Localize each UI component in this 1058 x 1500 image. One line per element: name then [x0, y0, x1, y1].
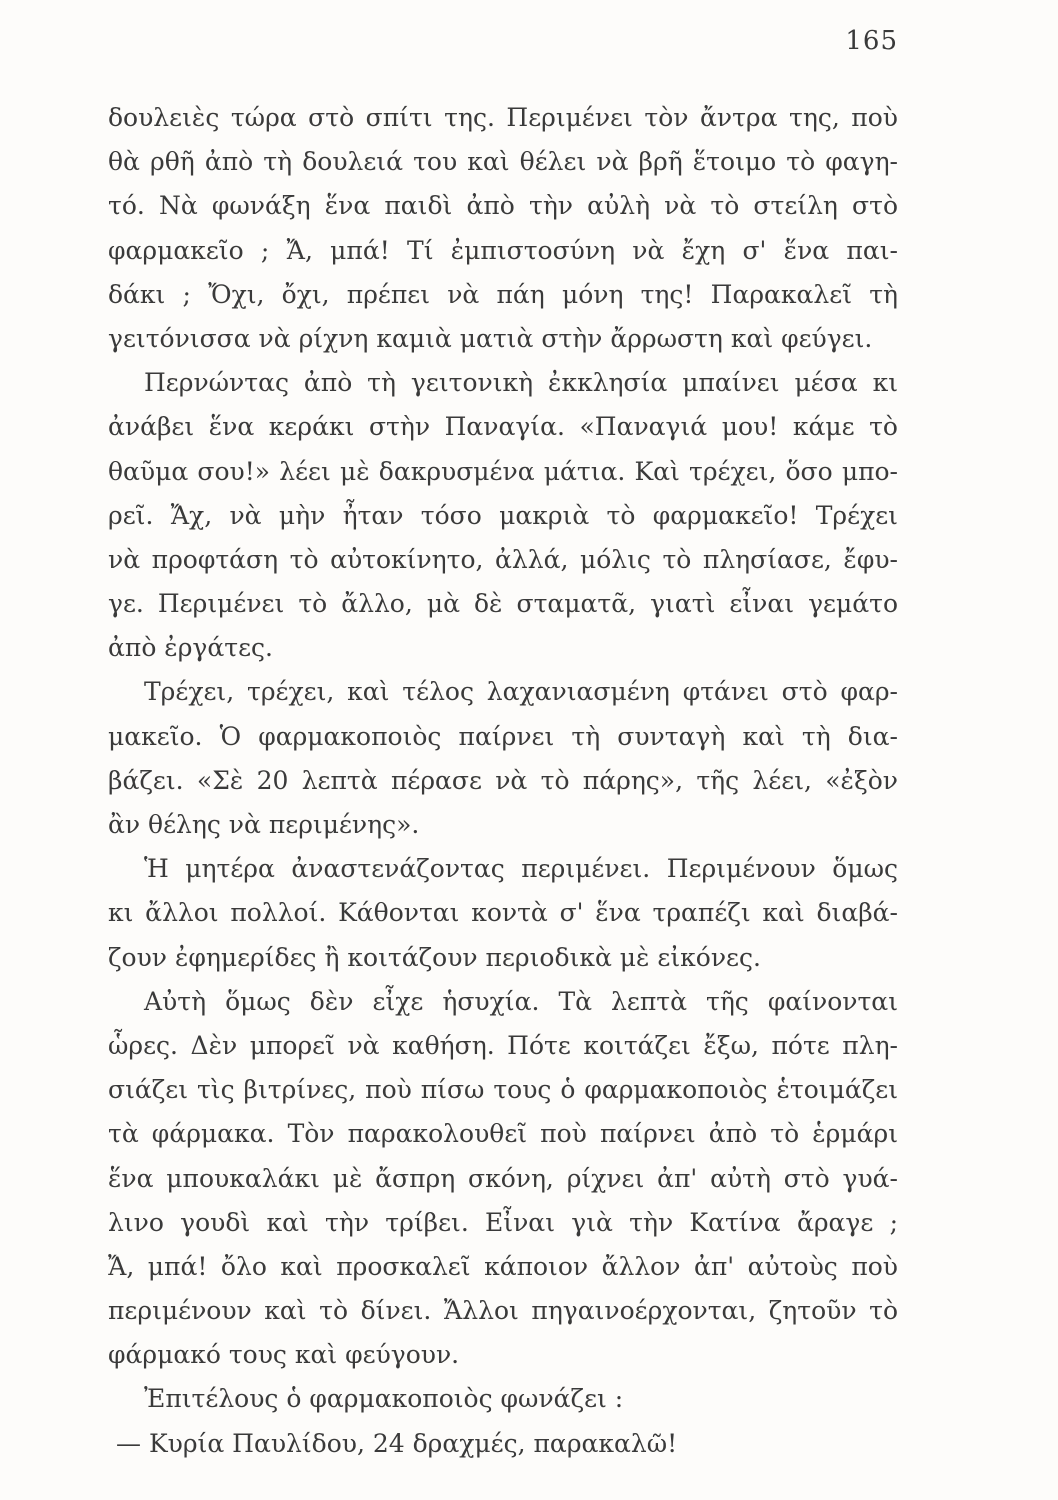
text-line: σιάζει τὶς βιτρίνες, ποὺ πίσω τους ὁ φαρμακοποιὸς ἑτοιμάζει: [108, 1075, 898, 1105]
text-line: τό. Νὰ φωνάξη ἕνα παιδὶ ἀπὸ τὴν αὐλὴ νὰ τὸ στείλη στὸ: [108, 191, 898, 221]
text-line: μακεῖο. Ὁ φαρμακοποιὸς παίρνει τὴ συνταγὴ καὶ τὴ δια-: [108, 721, 898, 751]
text-line: ἕνα μπουκαλάκι μὲ ἄσπρη σκόνη, ρίχνει ἀπ' αὐτὴ στὸ γυά-: [108, 1163, 898, 1193]
text-line: βάζει. «Σὲ 20 λεπτὰ πέρασε νὰ τὸ πάρης», τῆς λέει, «ἐξὸν: [108, 765, 898, 795]
text-line: γε. Περιμένει τὸ ἄλλο, μὰ δὲ σταματᾶ, γιατὶ εἶναι γεμάτο: [108, 589, 898, 619]
dialogue-line: — Κυρία Παυλίδου, 24 δραχμές, παρακαλῶ!: [116, 1428, 678, 1458]
paragraph-start-line: Ἡ μητέρα ἀναστενάζοντας περιμένει. Περιμένουν ὅμως: [144, 854, 898, 884]
text-line: νὰ προφτάση τὸ αὐτοκίνητο, ἀλλά, μόλις τὸ πλησίασε, ἔφυ-: [108, 544, 898, 574]
paragraph-start-line: Ἐπιτέλους ὁ φαρμακοποιὸς φωνάζει :: [144, 1384, 624, 1414]
text-line: δουλειὲς τώρα στὸ σπίτι της. Περιμένει τὸν ἄντρα της, ποὺ: [108, 103, 898, 132]
text-line: θὰ ρθῆ ἀπὸ τὴ δουλειά του καὶ θέλει νὰ βρῆ ἕτοιμο τὸ φαγη-: [108, 147, 898, 177]
text-line: λινο γουδὶ καὶ τὴν τρίβει. Εἶναι γιὰ τὴν Κατίνα ἄραγε ;: [108, 1207, 898, 1237]
paragraph-start-line: Αὐτὴ ὅμως δὲν εἶχε ἡσυχία. Τὰ λεπτὰ τῆς φαίνονται: [144, 986, 898, 1016]
text-line: Ἄ, μπά! ὄλο καὶ προσκαλεῖ κάποιον ἄλλον ἀπ' αὐτοὺς ποὺ: [108, 1251, 898, 1281]
paragraph-start-line: Τρέχει, τρέχει, καὶ τέλος λαχανιασμένη φτάνει στὸ φαρ-: [144, 677, 898, 707]
paragraph-start-line: Περνώντας ἀπὸ τὴ γειτονικὴ ἐκκλησία μπαίνει μέσα κι: [144, 368, 898, 398]
text-line: ζουν ἐφημερίδες ἢ κοιτάζουν περιοδικὰ μὲ εἰκόνες.: [108, 942, 761, 972]
text-line: ἀπὸ ἐργάτες.: [108, 633, 273, 663]
text-line: ὧρες. Δὲν μπορεῖ νὰ καθήση. Πότε κοιτάζει ἔξω, πότε πλη-: [108, 1030, 898, 1060]
text-line: φαρμακεῖο ; Ἄ, μπά! Τί ἐμπιστοσύνη νὰ ἔχη σ' ἕνα παι-: [108, 235, 898, 265]
body-text: [108, 96, 898, 1466]
page-number: 165: [845, 26, 898, 56]
text-line: τὰ φάρμακα. Τὸν παρακολουθεῖ ποὺ παίρνει ἀπὸ τὸ ἑρμάρι: [108, 1119, 898, 1149]
text-line: θαῦμα σου!» λέει μὲ δακρυσμένα μάτια. Καὶ τρέχει, ὅσο μπο-: [108, 456, 898, 486]
text-line: περιμένουν καὶ τὸ δίνει. Ἄλλοι πηγαινοέρχονται, ζητοῦν τὸ: [108, 1296, 898, 1326]
text-line: ρεῖ. Ἄχ, νὰ μὴν ἦταν τόσο μακριὰ τὸ φαρμακεῖο! Τρέχει: [108, 500, 898, 530]
text-line: φάρμακό τους καὶ φεύγουν.: [108, 1340, 460, 1370]
text-line: ἂν θέλης νὰ περιμένης».: [108, 810, 420, 839]
text-line: ἀνάβει ἕνα κεράκι στὴν Παναγία. «Παναγιά μου! κάμε τὸ: [108, 412, 898, 442]
text-line: δάκι ; Ὄχι, ὄχι, πρέπει νὰ πάη μόνη της! Παρακαλεῖ τὴ: [108, 279, 898, 309]
text-line: γειτόνισσα νὰ ρίχνη καμιὰ ματιὰ στὴν ἄρρωστη καὶ φεύγει.: [108, 323, 873, 353]
text-line: κι ἄλλοι πολλοί. Κάθονται κοντὰ σ' ἕνα τραπέζι καὶ διαβά-: [108, 898, 898, 928]
